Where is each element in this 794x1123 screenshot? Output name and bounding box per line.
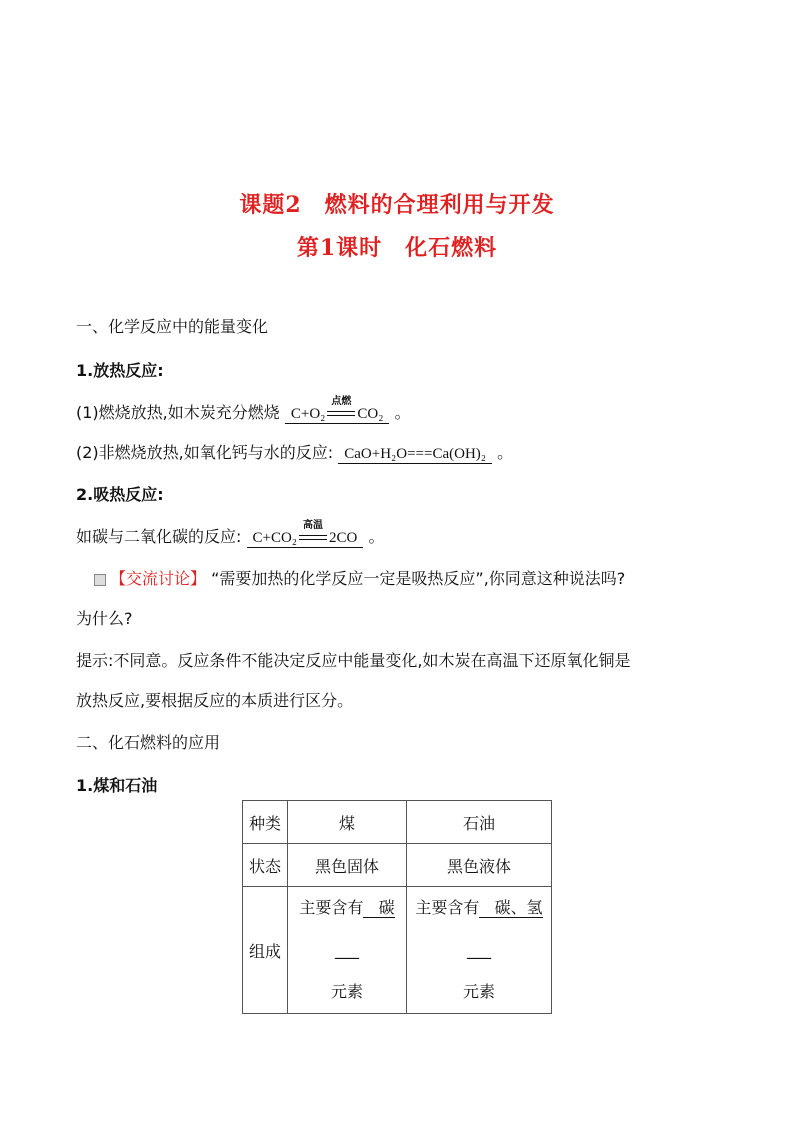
composition-prefix: 主要含有 (299, 898, 364, 917)
composition-blank: ___ (467, 940, 491, 959)
exo-item2-prefix: (2)非燃烧放热,如氧化钙与水的反应: (76, 443, 334, 462)
table-header-cell: 煤 (288, 801, 407, 844)
endo-products: 2CO (329, 530, 358, 546)
composition-suffix: 元素 (330, 982, 363, 1001)
discussion-question-line1: “需要加热的化学反应一定是吸热反应”,你同意这种说法吗? (211, 569, 626, 588)
exo-heading: 1.放热反应: (76, 361, 164, 380)
table-row (243, 801, 552, 844)
discussion-question-line2: 为什么? (76, 609, 133, 628)
lesson-subtitle: 第1课时 化石燃料 (296, 235, 498, 261)
lesson-title: 课题2 燃料的合理利用与开发 (239, 192, 555, 218)
hint-line2: 放热反应,要根据反应的本质进行区分。 (76, 691, 354, 710)
section2-heading: 二、化石燃料的应用 (76, 733, 221, 752)
table-row (243, 844, 552, 887)
reaction-arrow (297, 520, 329, 547)
table-header-cell: 种类 (243, 801, 288, 844)
discussion-question (94, 566, 625, 589)
composition-line (288, 887, 406, 929)
reaction-condition: 点燃 (331, 396, 352, 407)
table-cell-coal-composition (288, 887, 407, 1014)
period: 。 (394, 403, 411, 422)
endo-heading: 2.吸热反应: (76, 485, 164, 504)
period: 。 (368, 527, 385, 546)
endo-item (76, 520, 385, 548)
reaction-condition: 高温 (303, 520, 324, 531)
endo-answer (247, 520, 364, 548)
table-cell: 黑色液体 (407, 844, 552, 887)
composition-answer: 碳 (363, 899, 394, 918)
exo-item1-reactants: C+O₂ (290, 406, 326, 422)
section1-heading: 一、化学反应中的能量变化 (76, 317, 269, 336)
table-cell-oil-composition (407, 887, 552, 1014)
endo-reactants: C+CO₂ (252, 530, 298, 546)
period: 。 (497, 443, 514, 462)
composition-line (407, 887, 551, 929)
composition-suffix: 元素 (462, 982, 495, 1001)
composition-blank: ___ (335, 940, 359, 959)
exo-item1-answer (285, 396, 390, 424)
exo-item1-products: CO₂ (357, 406, 384, 422)
exo-item1 (76, 396, 411, 424)
endo-prefix: 如碳与二氧化碳的反应: (76, 527, 242, 546)
hint-line1: 提示:不同意。反应条件不能决定反应中能量变化,如木炭在高温下还原氧化铜是 (76, 651, 631, 670)
composition-prefix: 主要含有 (415, 898, 480, 917)
table-header-cell: 石油 (407, 801, 552, 844)
reaction-arrow (325, 396, 357, 423)
discussion-tag: 【交流讨论】 (110, 569, 207, 588)
exo-item1-prefix: (1)燃烧放热,如木炭充分燃烧 (76, 403, 280, 422)
table-row-label: 组成 (243, 887, 288, 1014)
coal-oil-heading: 1.煤和石油 (76, 776, 158, 795)
table-row (243, 887, 552, 1014)
table-cell: 黑色固体 (288, 844, 407, 887)
coal-oil-table (242, 800, 552, 1014)
composition-answer: 碳、氢 (479, 899, 542, 918)
exo-item2-answer: CaO+H₂O===Ca(OH)₂ (338, 445, 492, 464)
discussion-icon (94, 574, 106, 586)
exo-item2 (76, 440, 513, 464)
table-row-label: 状态 (243, 844, 288, 887)
